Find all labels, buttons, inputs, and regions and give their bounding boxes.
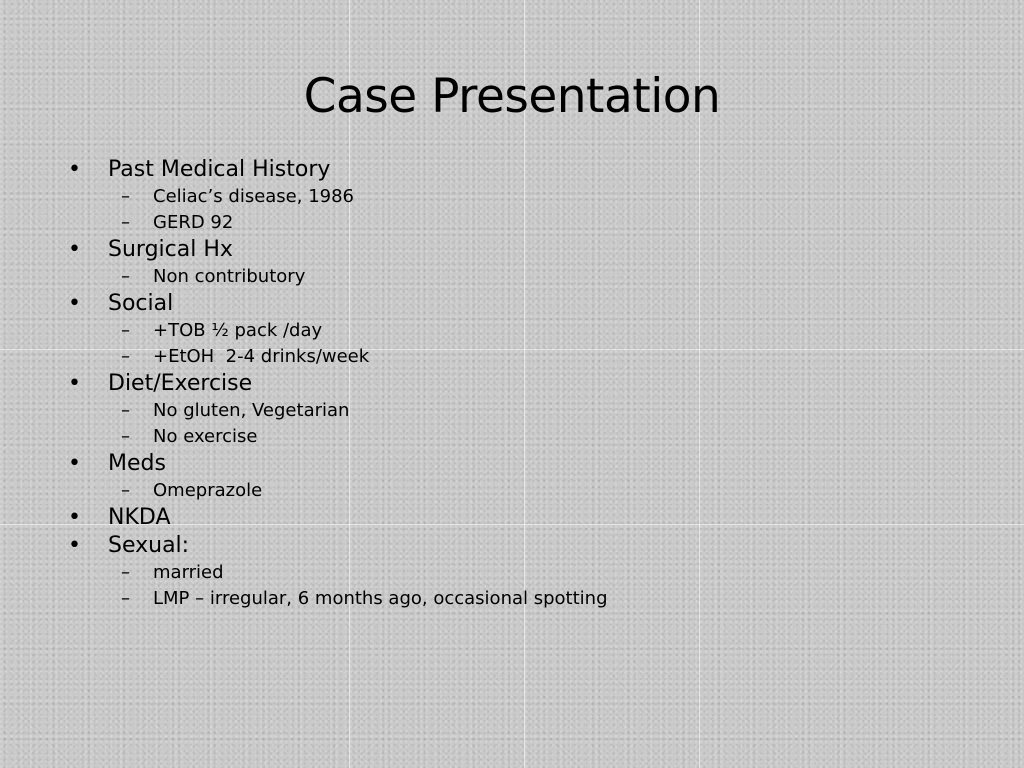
sub-bullet-item [68,398,968,424]
dash-icon: – [121,266,130,287]
bullet-icon: • [68,451,81,476]
bullet-text: NKDA [108,505,171,530]
sub-bullet-text: married [153,562,224,583]
bullet-text: Surgical Hx [108,237,233,262]
bullet-icon: • [68,291,81,316]
bullet-icon: • [68,157,81,182]
bullet-icon: • [68,371,81,396]
bullet-text: Sexual: [108,533,190,558]
sub-bullet-text: +TOB ½ pack /day [153,320,323,341]
dash-icon: – [121,346,130,367]
dash-icon: – [121,212,130,233]
sub-bullet-text: Non contributory [153,266,306,287]
sub-bullet-item [68,318,968,344]
bullet-item [68,156,968,184]
dash-icon: – [121,186,130,207]
dash-icon: – [121,588,130,609]
slide-title: Case Presentation [303,69,721,124]
bullet-item [68,370,968,398]
bullet-text: Social [108,291,174,316]
sub-bullet-text: No gluten, Vegetarian [153,400,350,421]
sub-bullet-item [68,264,968,290]
sub-bullet-text: LMP – irregular, 6 months ago, occasional spotting [153,588,608,609]
bullet-item [68,504,968,532]
bullet-icon: • [68,505,81,530]
sub-bullet-text: Omeprazole [153,480,263,501]
dash-icon: – [121,562,130,583]
sub-bullet-item [68,344,968,370]
dash-icon: – [121,320,130,341]
sub-bullet-item [68,478,968,504]
bullet-text: Past Medical History [108,157,331,182]
bullet-icon: • [68,237,81,262]
dash-icon: – [121,400,130,421]
bullet-item [68,290,968,318]
dash-icon: – [121,480,130,501]
sub-bullet-text: No exercise [153,426,258,447]
bullet-item [68,532,968,560]
sub-bullet-item [68,560,968,586]
sub-bullet-text: Celiac’s disease, 1986 [153,186,355,207]
dash-icon: – [121,426,130,447]
sub-bullet-item [68,586,968,612]
sub-bullet-item [68,184,968,210]
bullet-list [68,154,968,612]
sub-bullet-item [68,210,968,236]
sub-bullet-text: +EtOH 2-4 drinks/week [153,346,370,367]
bullet-item [68,236,968,264]
bullet-icon: • [68,533,81,558]
bullet-text: Meds [108,451,166,476]
sub-bullet-item [68,424,968,450]
sub-bullet-text: GERD 92 [153,212,234,233]
bullet-item [68,450,968,478]
bullet-text: Diet/Exercise [108,371,253,396]
